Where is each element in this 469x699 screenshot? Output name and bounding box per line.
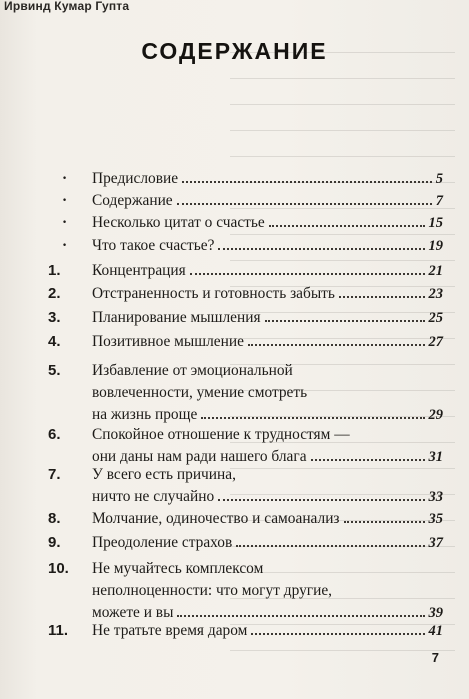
toc-bullet: · <box>62 192 68 209</box>
toc-number: 9. <box>48 534 61 551</box>
toc-entry-line: Планирование мышления <box>92 309 261 326</box>
toc-entry-line: вовлеченности, умение смотреть <box>92 384 308 401</box>
toc-entry-line: Предисловие <box>92 170 179 187</box>
toc-entry-line: Что такое счастье? <box>92 237 215 254</box>
dot-leader <box>311 459 425 461</box>
toc-entry-text <box>92 168 445 190</box>
dot-leader <box>177 203 432 205</box>
toc-entry-line: У всего есть причина, <box>92 466 236 483</box>
toc-page-number: 33 <box>428 489 443 505</box>
toc-bullet: · <box>62 170 68 187</box>
toc-entry-text <box>92 508 445 530</box>
toc-entry-line: ничто не случайно <box>92 488 215 505</box>
dot-leader <box>269 225 425 227</box>
dot-leader <box>190 273 425 275</box>
toc-entry-text <box>92 424 445 468</box>
dot-leader <box>182 181 432 183</box>
toc-entry-text <box>92 190 445 212</box>
toc-number: 6. <box>48 426 61 443</box>
toc-entry-line: на жизнь проще <box>92 406 198 423</box>
toc-page-number: 41 <box>428 623 443 639</box>
toc-entry-line: можете и вы <box>92 604 174 621</box>
toc-page-number: 15 <box>428 215 443 231</box>
toc-entry-text <box>92 212 445 234</box>
toc-page-number: 29 <box>428 407 443 423</box>
toc-number: 11. <box>48 622 69 639</box>
toc-bullet: · <box>62 214 68 231</box>
toc-entry-line: они даны нам ради нашего блага <box>92 448 307 465</box>
toc-page-number: 5 <box>435 171 443 187</box>
toc-number: 5. <box>48 362 61 379</box>
dot-leader <box>248 344 425 346</box>
dot-leader <box>265 320 425 322</box>
dot-leader <box>251 633 424 635</box>
toc-number: 8. <box>48 510 61 527</box>
page-number: 7 <box>431 650 439 665</box>
toc-number: 2. <box>48 285 61 302</box>
toc-page-number: 7 <box>435 193 443 209</box>
toc-page-number: 25 <box>428 310 443 326</box>
toc-page-number: 23 <box>428 286 443 302</box>
toc-entry-line: Позитивное мышление <box>92 333 244 350</box>
running-head: Ирвинд Кумар Гупта <box>4 0 130 13</box>
toc-number: 7. <box>48 466 61 483</box>
toc-number: 1. <box>48 262 61 279</box>
toc-number: 4. <box>48 333 61 350</box>
toc-entry-text <box>92 464 445 508</box>
toc-entry-line: Спокойное отношение к трудностям — <box>92 426 350 443</box>
toc-entry-text <box>92 235 445 257</box>
toc-page-number: 35 <box>428 511 443 527</box>
dot-leader <box>218 499 424 501</box>
toc-entry-text <box>92 620 445 642</box>
toc-entry-text <box>92 331 445 353</box>
toc-entry-text <box>92 558 445 624</box>
toc-entry-text <box>92 532 445 554</box>
toc-entry-line: Содержание <box>92 192 173 209</box>
toc-entry-text <box>92 283 445 305</box>
toc-entry-line: неполноценности: что могут другие, <box>92 582 333 599</box>
toc-page-number: 21 <box>428 263 443 279</box>
toc-entry-line: Преодоление страхов <box>92 534 233 551</box>
toc-entry-text <box>92 307 445 329</box>
dot-leader <box>177 615 424 617</box>
dot-leader <box>201 417 424 419</box>
dot-leader <box>218 248 424 250</box>
toc-entry-line: Несколько цитат о счастье <box>92 214 265 231</box>
toc-bullet: · <box>62 237 68 254</box>
toc-entry-line: Отстраненность и готовность забыть <box>92 285 335 302</box>
toc-page-number: 31 <box>428 449 443 465</box>
toc-number: 10. <box>48 560 69 577</box>
toc-page-number: 37 <box>428 535 443 551</box>
dot-leader <box>339 296 425 298</box>
page-title: СОДЕРЖАНИЕ <box>141 38 328 64</box>
toc-entry-text <box>92 260 445 282</box>
toc-entry-line: Концентрация <box>92 262 186 279</box>
toc-entry-line: Избавление от эмоциональной <box>92 362 293 379</box>
toc-page-number: 19 <box>428 238 443 254</box>
toc-page-number: 27 <box>428 334 443 350</box>
toc-entry-line: Молчание, одиночество и самоанализ <box>92 510 340 527</box>
dot-leader <box>236 545 424 547</box>
toc-entry-text <box>92 360 445 426</box>
toc-entry-line: Не мучайтесь комплексом <box>92 560 264 577</box>
dot-leader <box>344 521 425 523</box>
toc-entry-line: Не тратьте время даром <box>92 622 248 639</box>
toc-page-number: 39 <box>428 605 443 621</box>
toc-number: 3. <box>48 309 61 326</box>
